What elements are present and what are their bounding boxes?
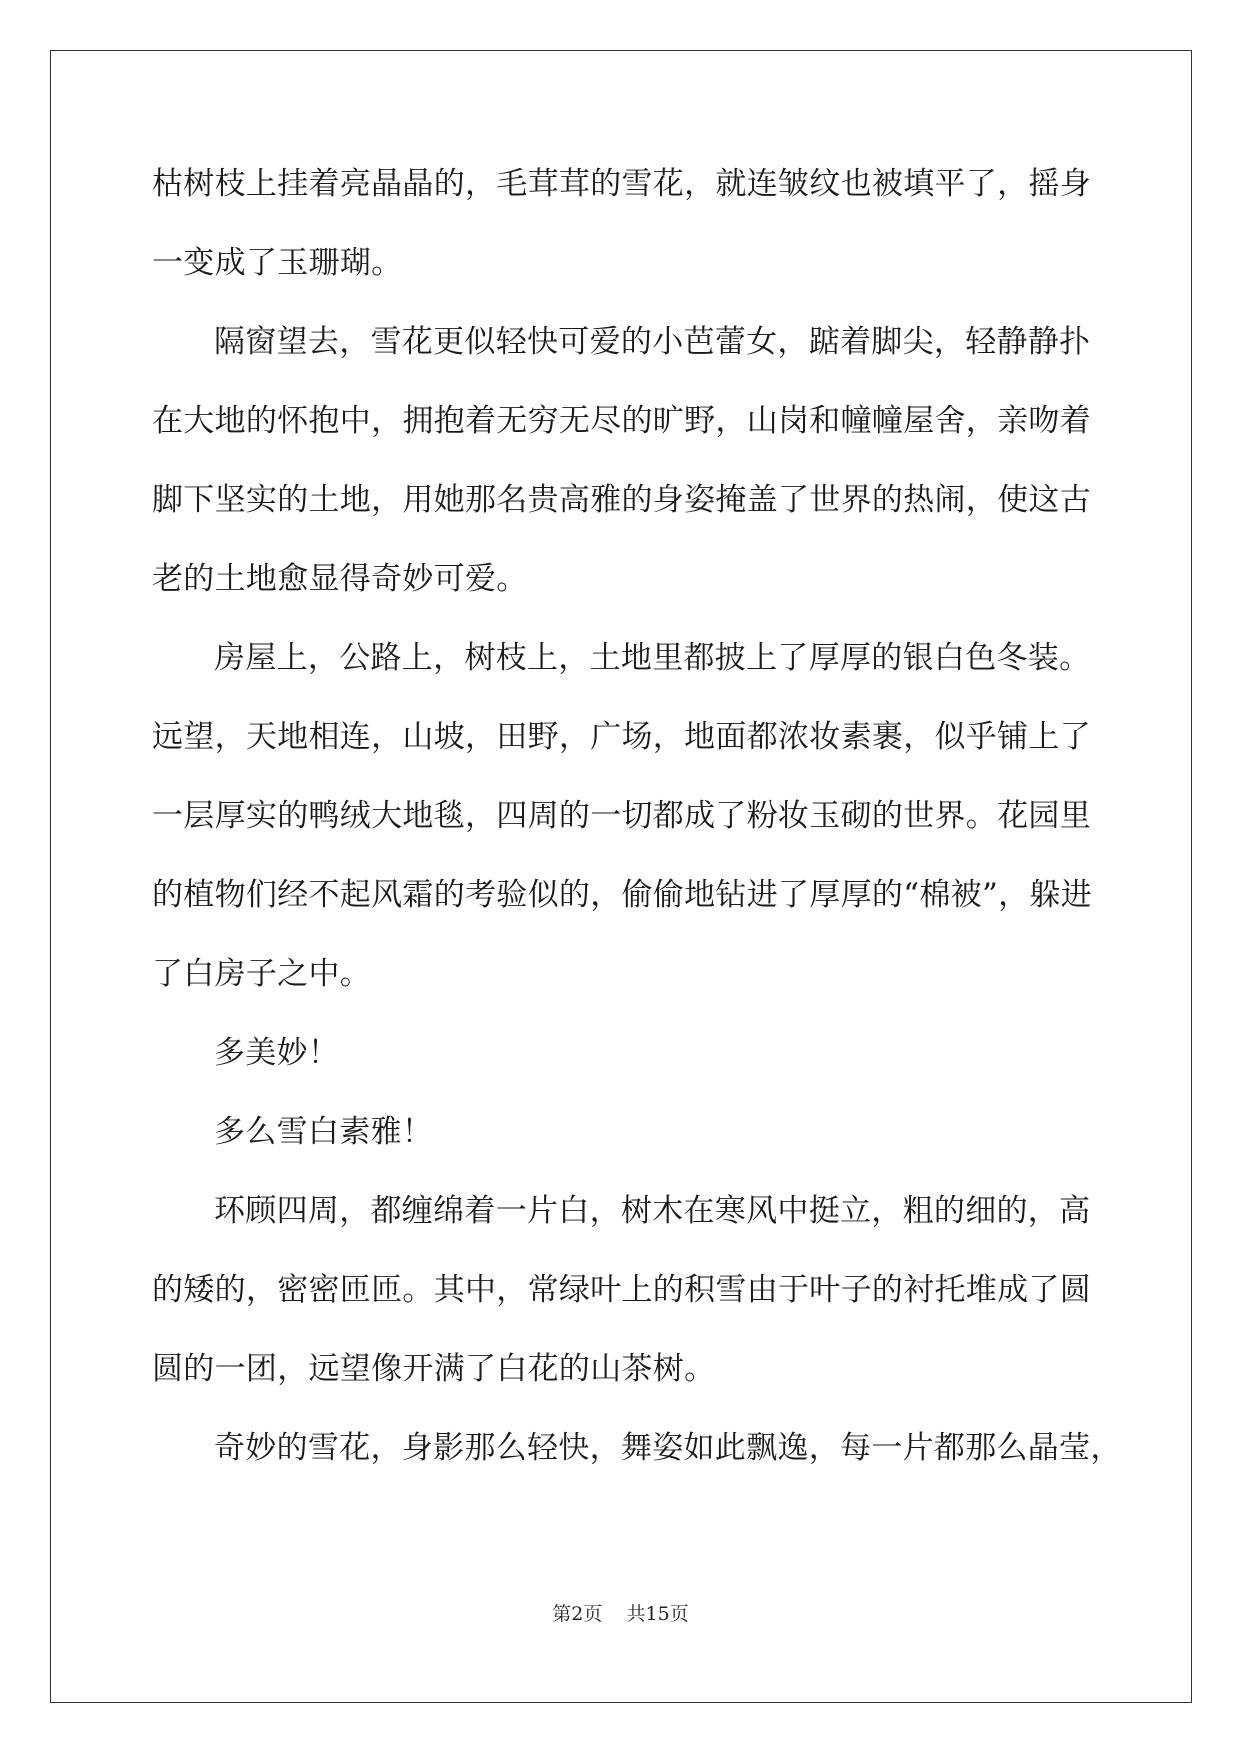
page-footer: [0, 1599, 1241, 1626]
text-line: 的植物们经不起风霜的考验似的，偷偷地钻进了厚厚的“棉被”，躲进: [152, 877, 1092, 913]
text-line: 一变成了玉珊瑚。: [152, 245, 403, 281]
text-line: 房屋上，公路上，树枝上，土地里都披上了厚厚的银白色冬装。: [214, 640, 1091, 676]
text-line: 环顾四周，都缠绵着一片白，树木在寒风中挺立，粗的细的，高: [214, 1193, 1091, 1229]
text-line: 奇妙的雪花，身影那么轻快，舞姿如此飘逸，每一片都那么晶莹，: [214, 1430, 1122, 1466]
text-line: 多么雪白素雅！: [214, 1114, 434, 1150]
text-line: 老的土地愈显得奇妙可爱。: [152, 561, 528, 597]
text-line: 多美妙！: [214, 1035, 340, 1071]
text-line: 了白房子之中。: [152, 956, 372, 992]
text-line: 远望，天地相连，山坡，田野，广场，地面都浓妆素裹，似乎铺上了: [152, 719, 1091, 755]
text-line: 一层厚实的鸭绒大地毯，四周的一切都成了粉妆玉砌的世界。花园里: [152, 798, 1091, 834]
text-line: 在大地的怀抱中，拥抱着无穷无尽的旷野，山岗和幢幢屋舍，亲吻着: [152, 403, 1091, 439]
text-line: 隔窗望去，雪花更似轻快可爱的小芭蕾女，踮着脚尖，轻静静扑: [214, 324, 1091, 360]
page-number: 第2页: [552, 1603, 603, 1625]
text-line: 的矮的，密密匝匝。其中，常绿叶上的积雪由于叶子的衬托堆成了圆: [152, 1272, 1091, 1308]
text-line: 枯树枝上挂着亮晶晶的，毛茸茸的雪花，就连皱纹也被填平了，摇身: [152, 166, 1091, 202]
page-total: 共15页: [626, 1603, 689, 1625]
text-line: 脚下坚实的土地，用她那名贵高雅的身姿掩盖了世界的热闹，使这古: [152, 482, 1091, 518]
text-line: 圆的一团，远望像开满了白花的山茶树。: [152, 1351, 716, 1387]
document-body: [152, 159, 1122, 1502]
